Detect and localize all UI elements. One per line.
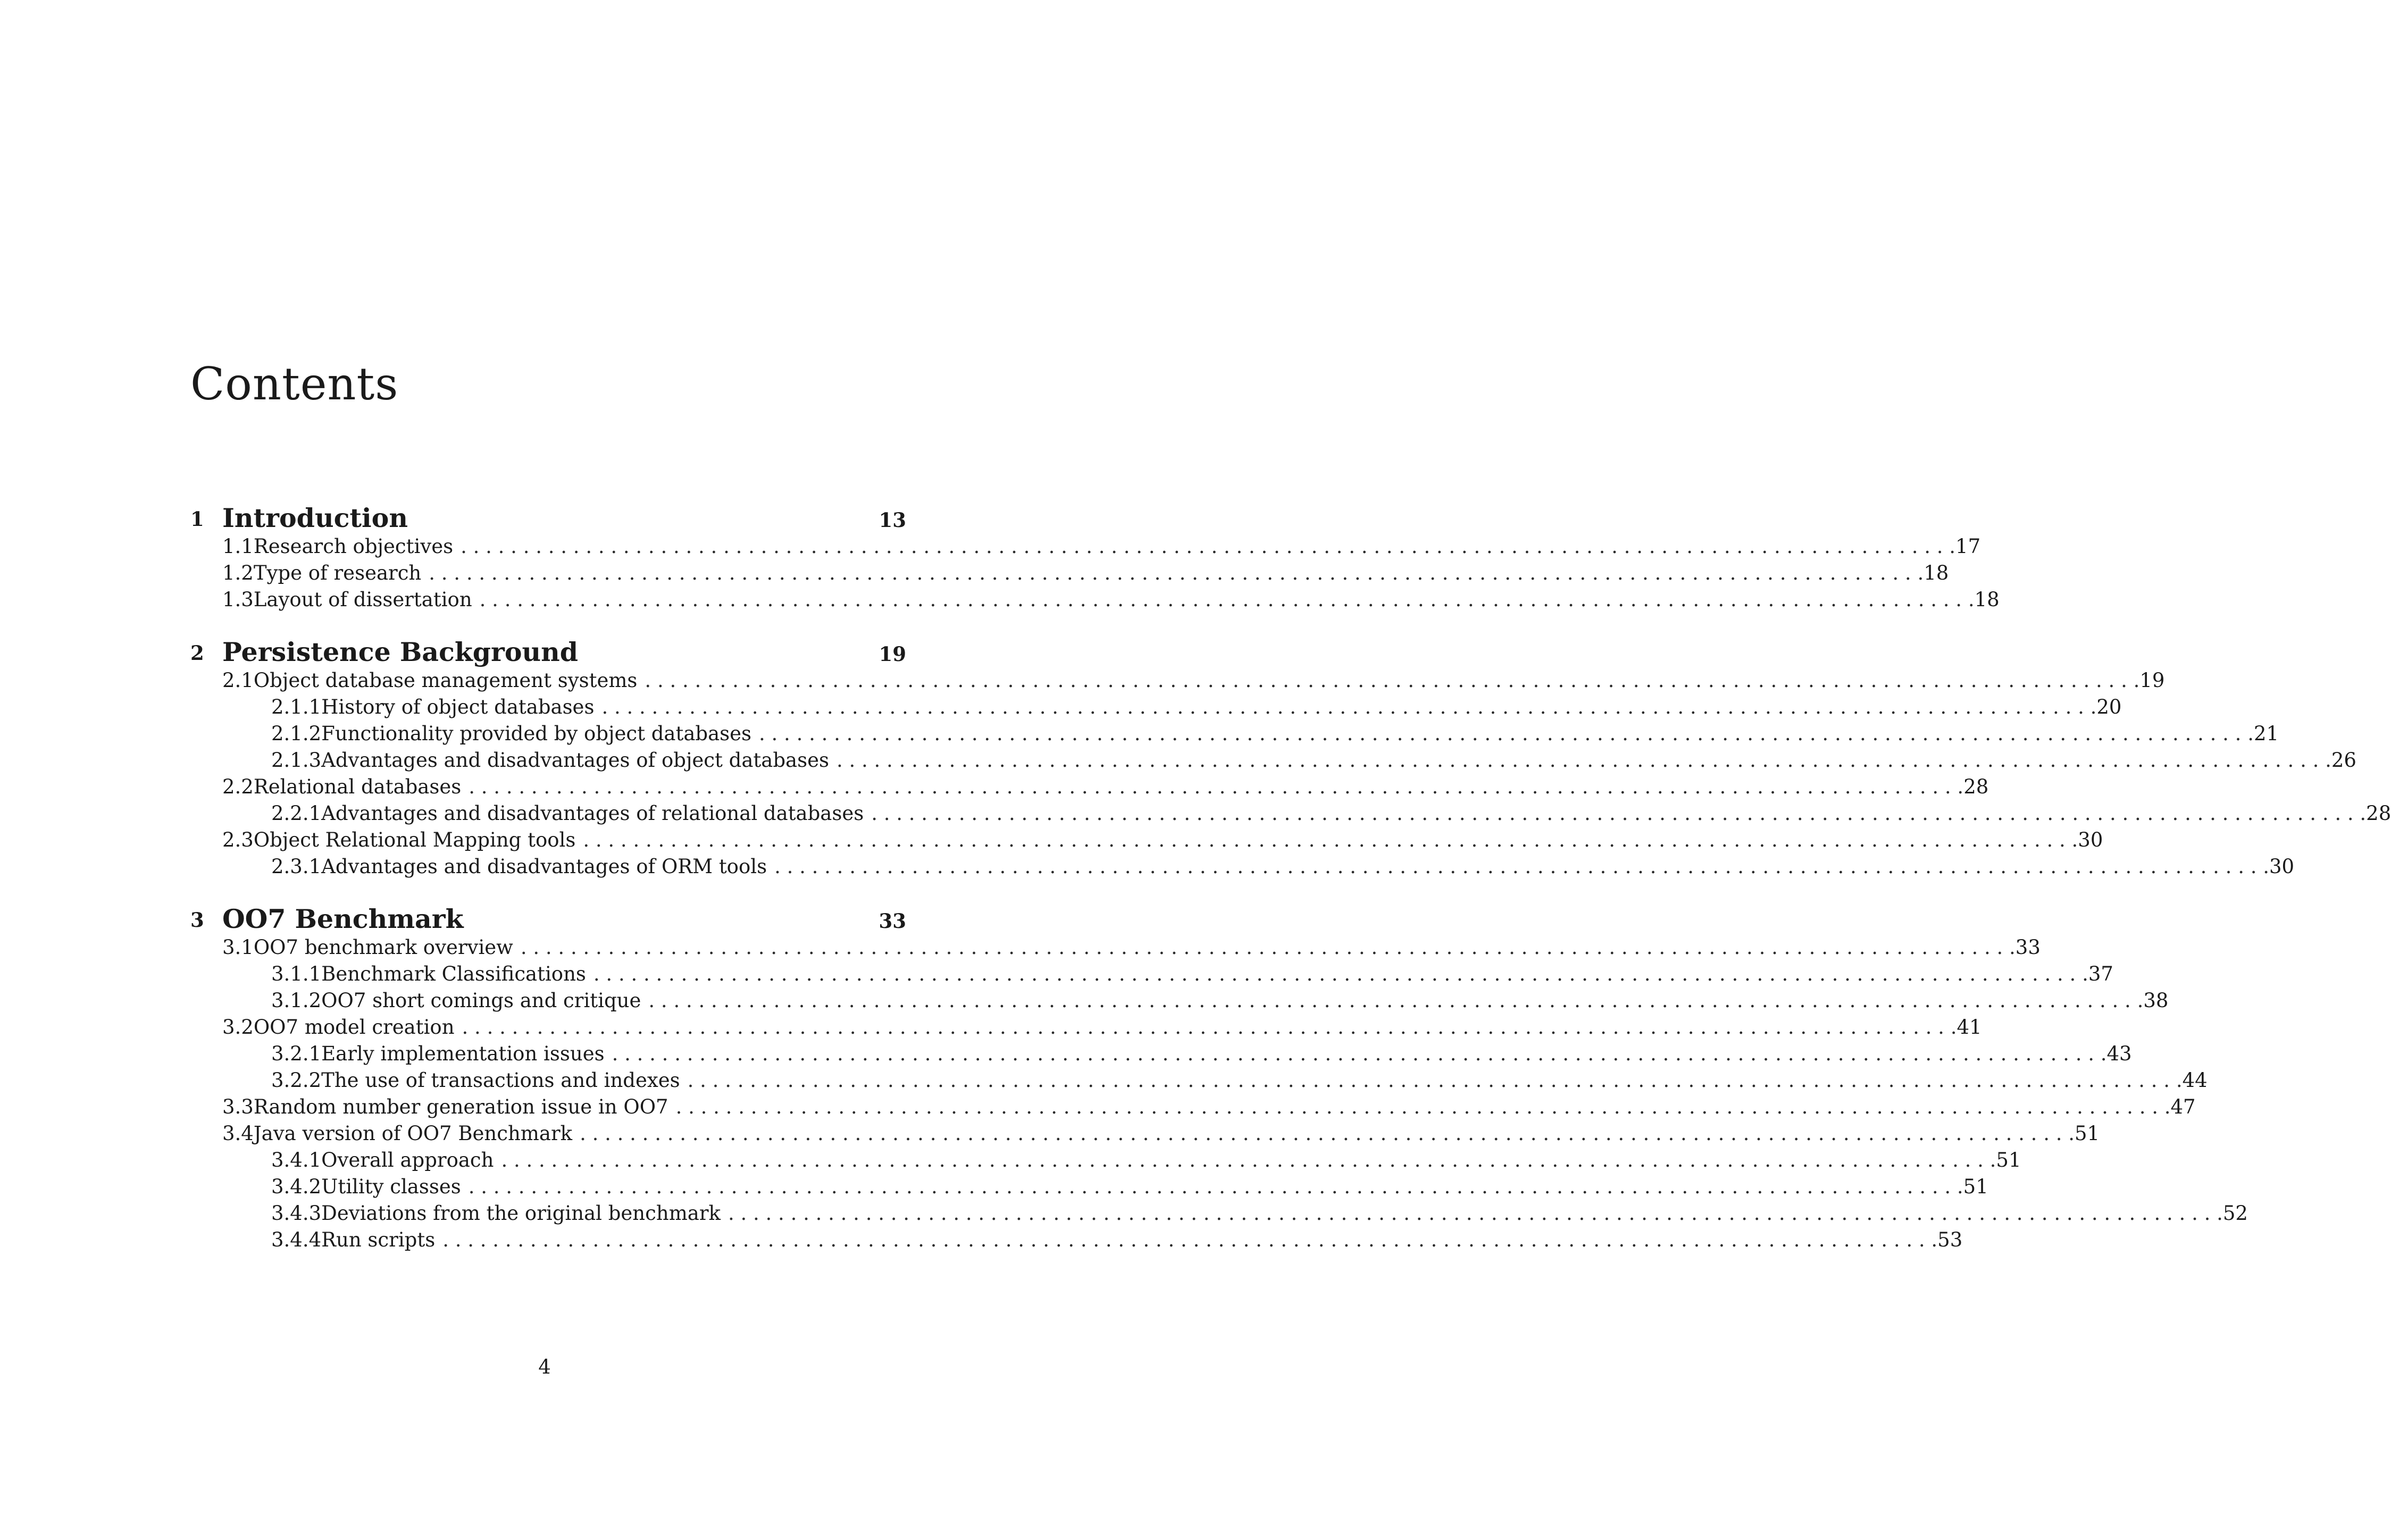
toc-section-entry[interactable] [190, 535, 1981, 562]
entry-title: OO7 benchmark overview [253, 936, 513, 959]
entry-title: Deviations from the original benchmark [321, 1202, 721, 1225]
entry-number: 3.4.2 [271, 1175, 322, 1198]
toc-subsection-entry[interactable] [190, 1069, 2208, 1095]
entry-page-number: 30 [2269, 855, 2295, 878]
entry-page-number: 18 [1924, 562, 1949, 584]
toc-section-entry[interactable] [190, 1122, 2100, 1149]
entry-title: Advantages and disadvantages of relational databases [321, 802, 864, 825]
toc-section-entry[interactable] [190, 562, 1949, 588]
chapter-title: Persistence Background [222, 637, 579, 667]
toc-subsection-entry[interactable] [190, 802, 2391, 828]
chapter-number: 2 [190, 641, 204, 665]
entry-title: Object Relational Mapping tools [253, 828, 576, 851]
entry-title: Advantages and disadvantages of ORM tools [321, 855, 767, 878]
dot-leader: . . . . . . . . . . . . . . . . . . . . . . . . . . . . . . . . . . . . . . . . . . . . . . . . . . . . . . . . . . . . . . . . . . . . . . . . . . . . . . . . . . . . . . . . . . . . . . . . . . . . . . . . . . . . . . . . . . . . . . . . [601, 696, 2097, 718]
entry-page-number: 47 [2170, 1095, 2196, 1118]
entry-page-number: 51 [1963, 1175, 1988, 1198]
dot-leader: . . . . . . . . . . . . . . . . . . . . . . . . . . . . . . . . . . . . . . . . . . . . . . . . . . . . . . . . . . . . . . . . . . . . . . . . . . . . . . . . . . . . . . . . . . . . . . . . . . . . . . . . . . . . . . . . . . . . . . . . [612, 1042, 2107, 1065]
chapter-page-number: 33 [879, 909, 906, 933]
entry-page-number: 20 [2096, 696, 2122, 718]
entry-number: 3.4.3 [271, 1202, 322, 1225]
entry-number: 3.1.1 [271, 962, 322, 985]
entry-title: Functionality provided by object databases [321, 722, 752, 745]
entry-page-number: 18 [1974, 588, 2000, 611]
entry-page-number: 28 [2366, 802, 2391, 825]
dot-leader: . . . . . . . . . . . . . . . . . . . . . . . . . . . . . . . . . . . . . . . . . . . . . . . . . . . . . . . . . . . . . . . . . . . . . . . . . . . . . . . . . . . . . . . . . . . . . . . . . . . . . . . . . . . . . . . . . . . . . . . . [461, 535, 1956, 558]
dot-leader: . . . . . . . . . . . . . . . . . . . . . . . . . . . . . . . . . . . . . . . . . . . . . . . . . . . . . . . . . . . . . . . . . . . . . . . . . . . . . . . . . . . . . . . . . . . . . . . . . . . . . . . . . . . . . . . . . . . . . . . . [442, 1228, 1938, 1251]
chapter-title: Introduction [222, 503, 408, 533]
entry-page-number: 43 [2106, 1042, 2132, 1065]
entry-page-number: 19 [2139, 669, 2165, 692]
toc-subsection-entry[interactable] [190, 1202, 2248, 1228]
entry-number: 3.4.1 [271, 1149, 322, 1171]
entry-page-number: 33 [2015, 936, 2041, 959]
dot-leader: . . . . . . . . . . . . . . . . . . . . . . . . . . . . . . . . . . . . . . . . . . . . . . . . . . . . . . . . . . . . . . . . . . . . . . . . . . . . . . . . . . . . . . . . . . . . . . . . . . . . . . . . . . . . . . . . . . . . . . . . [645, 669, 2140, 692]
entry-title: Relational databases [253, 775, 462, 798]
entry-page-number: 51 [2075, 1122, 2100, 1145]
chapter-number: 1 [190, 507, 204, 531]
entry-number: 2.1.3 [271, 749, 322, 772]
table-of-contents [190, 503, 2391, 1255]
toc-subsection-entry[interactable] [190, 962, 2113, 989]
entry-page-number: 37 [2088, 962, 2113, 985]
toc-section-entry[interactable] [190, 1095, 2196, 1122]
toc-subsection-entry[interactable] [190, 749, 2356, 775]
entry-number: 3.3 [222, 1095, 254, 1118]
toc-subsection-entry[interactable] [190, 1175, 1988, 1202]
toc-subsection-entry[interactable] [190, 696, 2122, 722]
dot-leader: . . . . . . . . . . . . . . . . . . . . . . . . . . . . . . . . . . . . . . . . . . . . . . . . . . . . . . . . . . . . . . . . . . . . . . . . . . . . . . . . . . . . . . . . . . . . . . . . . . . . . . . . . . . . . . . . . . . . . . . . [468, 1175, 1963, 1198]
chapter-title: OO7 Benchmark [222, 903, 464, 934]
entry-number: 1.2 [222, 562, 254, 584]
toc-subsection-entry[interactable] [190, 1149, 2021, 1175]
entry-number: 2.1.2 [271, 722, 322, 745]
entry-title: Run scripts [321, 1228, 436, 1251]
entry-page-number: 53 [1937, 1228, 1963, 1251]
dot-leader: . . . . . . . . . . . . . . . . . . . . . . . . . . . . . . . . . . . . . . . . . . . . . . . . . . . . . . . . . . . . . . . . . . . . . . . . . . . . . . . . . . . . . . . . . . . . . . . . . . . . . . . . . . . . . . . . . . . . . . . . [593, 962, 2088, 985]
entry-number: 3.2.2 [271, 1069, 322, 1092]
entry-title: Type of research [253, 562, 422, 584]
entry-title: The use of transactions and indexes [321, 1069, 680, 1092]
dot-leader: . . . . . . . . . . . . . . . . . . . . . . . . . . . . . . . . . . . . . . . . . . . . . . . . . . . . . . . . . . . . . . . . . . . . . . . . . . . . . . . . . . . . . . . . . . . . . . . . . . . . . . . . . . . . . . . . . . . . . . . . [469, 775, 1964, 798]
entry-title: OO7 short comings and critique [321, 989, 641, 1012]
dot-leader: . . . . . . . . . . . . . . . . . . . . . . . . . . . . . . . . . . . . . . . . . . . . . . . . . . . . . . . . . . . . . . . . . . . . . . . . . . . . . . . . . . . . . . . . . . . . . . . . . . . . . . . . . . . . . . . . . . . . . . . . [728, 1202, 2223, 1225]
entry-page-number: 38 [2143, 989, 2169, 1012]
dot-leader: . . . . . . . . . . . . . . . . . . . . . . . . . . . . . . . . . . . . . . . . . . . . . . . . . . . . . . . . . . . . . . . . . . . . . . . . . . . . . . . . . . . . . . . . . . . . . . . . . . . . . . . . . . . . . . . . . . . . . . . . [687, 1069, 2183, 1092]
entry-page-number: 17 [1955, 535, 1981, 558]
entry-title: Early implementation issues [321, 1042, 605, 1065]
toc-subsection-entry[interactable] [190, 1228, 1963, 1255]
entry-title: Advantages and disadvantages of object databases [321, 749, 829, 772]
entry-title: Random number generation issue in OO7 [253, 1095, 668, 1118]
page-title: Contents [190, 358, 399, 410]
dot-leader: . . . . . . . . . . . . . . . . . . . . . . . . . . . . . . . . . . . . . . . . . . . . . . . . . . . . . . . . . . . . . . . . . . . . . . . . . . . . . . . . . . . . . . . . . . . . . . . . . . . . . . . . . . . . . . . . . . . . . . . . [580, 1122, 2075, 1145]
entry-title: Java version of OO7 Benchmark [253, 1122, 573, 1145]
entry-number: 2.3.1 [271, 855, 322, 878]
dot-leader: . . . . . . . . . . . . . . . . . . . . . . . . . . . . . . . . . . . . . . . . . . . . . . . . . . . . . . . . . . . . . . . . . . . . . . . . . . . . . . . . . . . . . . . . . . . . . . . . . . . . . . . . . . . . . . . . . . . . . . . . [429, 562, 1924, 584]
chapter-number: 3 [190, 908, 204, 932]
entry-page-number: 30 [2078, 828, 2103, 851]
dot-leader: . . . . . . . . . . . . . . . . . . . . . . . . . . . . . . . . . . . . . . . . . . . . . . . . . . . . . . . . . . . . . . . . . . . . . . . . . . . . . . . . . . . . . . . . . . . . . . . . . . . . . . . . . . . . . . . . . . . . . . . . [871, 802, 2367, 825]
toc-subsection-entry[interactable] [190, 722, 2279, 749]
entry-page-number: 26 [2331, 749, 2356, 772]
dot-leader: . . . . . . . . . . . . . . . . . . . . . . . . . . . . . . . . . . . . . . . . . . . . . . . . . . . . . . . . . . . . . . . . . . . . . . . . . . . . . . . . . . . . . . . . . . . . . . . . . . . . . . . . . . . . . . . . . . . . . . . . [774, 855, 2269, 878]
entry-number: 3.1.2 [271, 989, 322, 1012]
toc-section-entry[interactable] [190, 669, 2165, 696]
toc-chapter-entry[interactable] [190, 639, 906, 669]
dot-leader: . . . . . . . . . . . . . . . . . . . . . . . . . . . . . . . . . . . . . . . . . . . . . . . . . . . . . . . . . . . . . . . . . . . . . . . . . . . . . . . . . . . . . . . . . . . . . . . . . . . . . . . . . . . . . . . . . . . . . . . . [759, 722, 2254, 745]
entry-number: 2.3 [222, 828, 254, 851]
entry-title: Object database management systems [253, 669, 638, 692]
dot-leader: . . . . . . . . . . . . . . . . . . . . . . . . . . . . . . . . . . . . . . . . . . . . . . . . . . . . . . . . . . . . . . . . . . . . . . . . . . . . . . . . . . . . . . . . . . . . . . . . . . . . . . . . . . . . . . . . . . . . . . . . [501, 1149, 1996, 1171]
toc-section-entry[interactable] [190, 775, 1989, 802]
toc-subsection-entry[interactable] [190, 855, 2295, 882]
entry-title: History of object databases [321, 696, 595, 718]
entry-page-number: 52 [2222, 1202, 2248, 1225]
entry-number: 3.2.1 [271, 1042, 322, 1065]
dot-leader: . . . . . . . . . . . . . . . . . . . . . . . . . . . . . . . . . . . . . . . . . . . . . . . . . . . . . . . . . . . . . . . . . . . . . . . . . . . . . . . . . . . . . . . . . . . . . . . . . . . . . . . . . . . . . . . . . . . . . . . . [520, 936, 2016, 959]
entry-page-number: 44 [2182, 1069, 2208, 1092]
entry-number: 3.1 [222, 936, 254, 959]
dot-leader: . . . . . . . . . . . . . . . . . . . . . . . . . . . . . . . . . . . . . . . . . . . . . . . . . . . . . . . . . . . . . . . . . . . . . . . . . . . . . . . . . . . . . . . . . . . . . . . . . . . . . . . . . . . . . . . . . . . . . . . . [583, 828, 2078, 851]
entry-number: 3.2 [222, 1016, 254, 1039]
entry-page-number: 41 [1957, 1016, 1982, 1039]
toc-section-entry[interactable] [190, 828, 2103, 855]
entry-page-number: 51 [1996, 1149, 2021, 1171]
entry-title: Layout of dissertation [253, 588, 472, 611]
toc-chapter-entry[interactable] [190, 903, 906, 936]
toc-section-entry[interactable] [190, 588, 2000, 615]
entry-number: 2.2.1 [271, 802, 322, 825]
toc-chapter-entry[interactable] [190, 505, 906, 535]
dot-leader: . . . . . . . . . . . . . . . . . . . . . . . . . . . . . . . . . . . . . . . . . . . . . . . . . . . . . . . . . . . . . . . . . . . . . . . . . . . . . . . . . . . . . . . . . . . . . . . . . . . . . . . . . . . . . . . . . . . . . . . . [479, 588, 1975, 611]
toc-section-entry[interactable] [190, 936, 2041, 962]
entry-number: 2.1.1 [271, 696, 322, 718]
entry-number: 2.1 [222, 669, 254, 692]
entry-page-number: 28 [1963, 775, 1989, 798]
dot-leader: . . . . . . . . . . . . . . . . . . . . . . . . . . . . . . . . . . . . . . . . . . . . . . . . . . . . . . . . . . . . . . . . . . . . . . . . . . . . . . . . . . . . . . . . . . . . . . . . . . . . . . . . . . . . . . . . . . . . . . . . [675, 1095, 2171, 1118]
entry-number: 3.4.4 [271, 1228, 322, 1251]
toc-subsection-entry[interactable] [190, 989, 2169, 1016]
entry-title: Overall approach [321, 1149, 494, 1171]
entry-number: 1.3 [222, 588, 254, 611]
page-number: 4 [538, 1355, 551, 1378]
dot-leader: . . . . . . . . . . . . . . . . . . . . . . . . . . . . . . . . . . . . . . . . . . . . . . . . . . . . . . . . . . . . . . . . . . . . . . . . . . . . . . . . . . . . . . . . . . . . . . . . . . . . . . . . . . . . . . . . . . . . . . . . [836, 749, 2331, 772]
toc-section-entry[interactable] [190, 1016, 1982, 1042]
chapter-page-number: 13 [879, 508, 906, 532]
entry-title: Research objectives [253, 535, 454, 558]
entry-number: 1.1 [222, 535, 254, 558]
entry-title: Utility classes [321, 1175, 461, 1198]
toc-subsection-entry[interactable] [190, 1042, 2132, 1069]
entry-title: Benchmark Classifications [321, 962, 586, 985]
dot-leader: . . . . . . . . . . . . . . . . . . . . . . . . . . . . . . . . . . . . . . . . . . . . . . . . . . . . . . . . . . . . . . . . . . . . . . . . . . . . . . . . . . . . . . . . . . . . . . . . . . . . . . . . . . . . . . . . . . . . . . . . [462, 1016, 1957, 1039]
entry-page-number: 21 [2253, 722, 2279, 745]
dot-leader: . . . . . . . . . . . . . . . . . . . . . . . . . . . . . . . . . . . . . . . . . . . . . . . . . . . . . . . . . . . . . . . . . . . . . . . . . . . . . . . . . . . . . . . . . . . . . . . . . . . . . . . . . . . . . . . . . . . . . . . . [648, 989, 2144, 1012]
entry-number: 2.2 [222, 775, 254, 798]
entry-title: OO7 model creation [253, 1016, 455, 1039]
chapter-page-number: 19 [879, 642, 906, 666]
entry-number: 3.4 [222, 1122, 254, 1145]
